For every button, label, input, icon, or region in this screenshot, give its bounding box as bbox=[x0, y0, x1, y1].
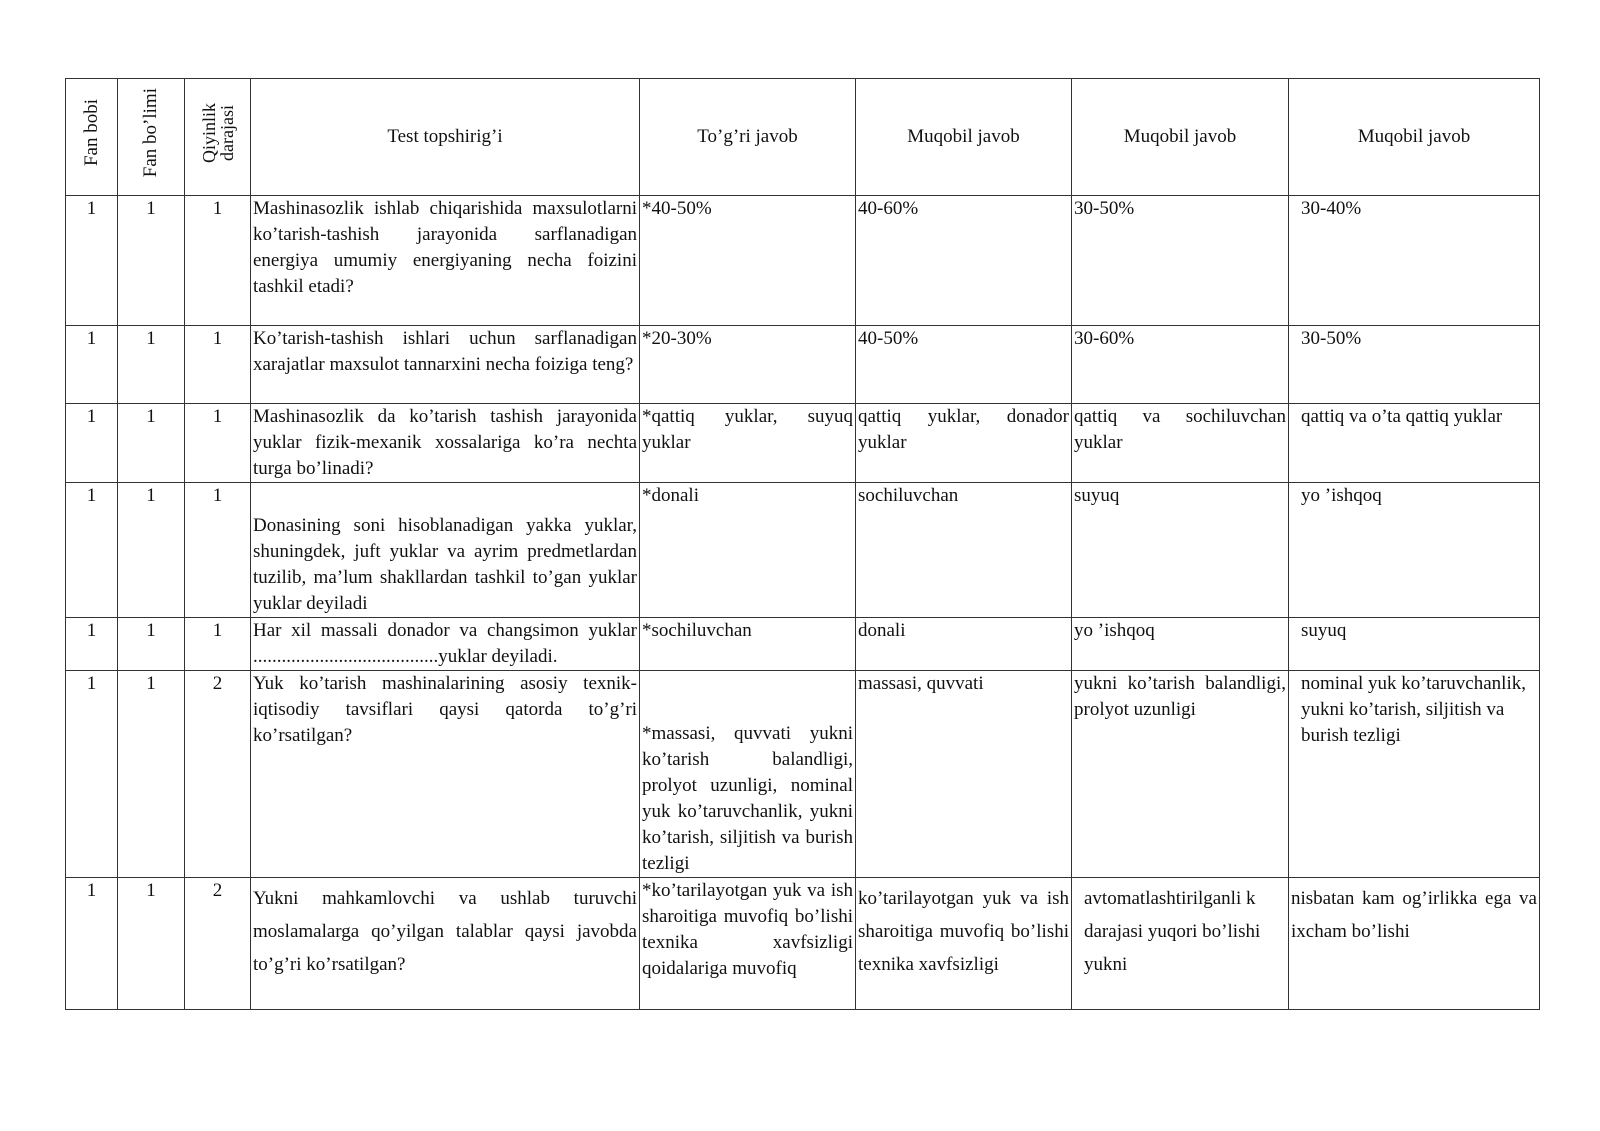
cell-fan-bobi: 1 bbox=[66, 878, 118, 1010]
header-test-topshirigi: Test topshirig’i bbox=[251, 79, 640, 196]
header-fan-bobi: Fan bobi bbox=[66, 79, 118, 196]
cell-muqobil-3: 30-40% bbox=[1289, 196, 1540, 326]
cell-fan-bolimi: 1 bbox=[118, 671, 185, 878]
cell-savol: Mashinasozlik ishlab chiqarishida maxsulotlarni ko’tarish-tashish jarayonida sarflanadigan energiya umumiy energiyaning necha foizini tashkil etadi? bbox=[251, 196, 640, 326]
cell-togri-javob: *ko’tarilayotgan yuk va ish sharoitiga muvofiq bo’lishi texnika xavfsizligi qoidalariga muvofiq bbox=[640, 878, 856, 1010]
cell-savol: Ko’tarish-tashish ishlari uchun sarflanadigan xarajatlar maxsulot tannarxini necha foiziga teng? bbox=[251, 326, 640, 404]
header-qiyinlik-darajasi bbox=[185, 79, 251, 196]
cell-fan-bolimi: 1 bbox=[118, 618, 185, 671]
cell-muqobil-2: avtomatlashtirilganli k darajasi yuqori bo’lishi yukni bbox=[1072, 878, 1289, 1010]
cell-fan-bobi: 1 bbox=[66, 196, 118, 326]
cell-muqobil-1: massasi, quvvati bbox=[856, 671, 1072, 878]
cell-qiyinlik: 2 bbox=[185, 878, 251, 1010]
header-muqobil-javob-2: Muqobil javob bbox=[1072, 79, 1289, 196]
cell-muqobil-2: 30-50% bbox=[1072, 196, 1289, 326]
cell-muqobil-3: yo ’ishqoq bbox=[1289, 483, 1540, 618]
header-togri-javob: To’g’ri javob bbox=[640, 79, 856, 196]
cell-savol: Yuk ko’tarish mashinalarining asosiy texnik-iqtisodiy tavsiflari qaysi qatorda to’g’ri ko’rsatilgan? bbox=[251, 671, 640, 878]
cell-muqobil-1: 40-60% bbox=[856, 196, 1072, 326]
cell-fan-bobi: 1 bbox=[66, 404, 118, 483]
cell-fan-bobi: 1 bbox=[66, 326, 118, 404]
header-row bbox=[66, 79, 1540, 196]
savol-text: Donasining soni hisoblanadigan yakka yuklar, shuningdek, juft yuklar va ayrim predmetlardan tuzilib, ma’lum shakllardan tashkil to’gan yuklar yuklar deyiladi bbox=[253, 515, 637, 614]
cell-fan-bolimi: 1 bbox=[118, 196, 185, 326]
cell-fan-bolimi: 1 bbox=[118, 878, 185, 1010]
cell-savol bbox=[251, 483, 640, 618]
cell-togri-javob: *donali bbox=[640, 483, 856, 618]
cell-savol: Har xil massali donador va changsimon yuklar .......................................yuklar deyiladi. bbox=[251, 618, 640, 671]
cell-qiyinlik: 1 bbox=[185, 483, 251, 618]
cell-togri-javob bbox=[640, 671, 856, 878]
cell-muqobil-3: nominal yuk ko’taruvchanlik, yukni ko’tarish, siljitish va burish tezligi bbox=[1289, 671, 1540, 878]
table-row bbox=[66, 618, 1540, 671]
table-row bbox=[66, 326, 1540, 404]
header-qiyinlik-line2: darajasi bbox=[216, 105, 237, 161]
table-row bbox=[66, 196, 1540, 326]
header-muqobil-javob-1: Muqobil javob bbox=[856, 79, 1072, 196]
cell-togri-javob: *qattiq yuklar, suyuq yuklar bbox=[640, 404, 856, 483]
cell-muqobil-1: qattiq yuklar, donador yuklar bbox=[856, 404, 1072, 483]
cell-muqobil-1: ko’tarilayotgan yuk va ish sharoitiga muvofiq bo’lishi texnika xavfsizligi bbox=[856, 878, 1072, 1010]
cell-fan-bobi: 1 bbox=[66, 618, 118, 671]
cell-savol: Yukni mahkamlovchi va ushlab turuvchi moslamalarga qo’yilgan talablar qaysi javobda to’g’ri ko’rsatilgan? bbox=[251, 878, 640, 1010]
header-muqobil-javob-3: Muqobil javob bbox=[1289, 79, 1540, 196]
cell-qiyinlik: 2 bbox=[185, 671, 251, 878]
cell-muqobil-2: yo ’ishqoq bbox=[1072, 618, 1289, 671]
cell-muqobil-2: 30-60% bbox=[1072, 326, 1289, 404]
cell-togri-javob: *sochiluvchan bbox=[640, 618, 856, 671]
cell-togri-javob: *20-30% bbox=[640, 326, 856, 404]
cell-qiyinlik: 1 bbox=[185, 196, 251, 326]
cell-muqobil-1: sochiluvchan bbox=[856, 483, 1072, 618]
table-row bbox=[66, 671, 1540, 878]
cell-muqobil-3: 30-50% bbox=[1289, 326, 1540, 404]
cell-muqobil-1: donali bbox=[856, 618, 1072, 671]
cell-qiyinlik: 1 bbox=[185, 326, 251, 404]
table-row bbox=[66, 404, 1540, 483]
cell-fan-bolimi: 1 bbox=[118, 326, 185, 404]
cell-qiyinlik: 1 bbox=[185, 618, 251, 671]
header-fan-bolimi: Fan bo’limi bbox=[118, 79, 185, 196]
header-qiyinlik-line1: Qiyinlik bbox=[198, 102, 219, 163]
test-table bbox=[65, 78, 1540, 1010]
cell-fan-bobi: 1 bbox=[66, 483, 118, 618]
cell-muqobil-2: yukni ko’tarish balandligi, prolyot uzunligi bbox=[1072, 671, 1289, 878]
cell-muqobil-1: 40-50% bbox=[856, 326, 1072, 404]
togri-javob-text: *massasi, quvvati yukni ko’tarish balandligi, prolyot uzunligi, nominal yuk ko’taruvchanlik, yukni ko’tarish, siljitish va burish tezligi bbox=[642, 723, 853, 874]
cell-muqobil-3: nisbatan kam og’irlikka ega va ixcham bo’lishi bbox=[1289, 878, 1540, 1010]
cell-togri-javob: *40-50% bbox=[640, 196, 856, 326]
table-row bbox=[66, 878, 1540, 1010]
cell-fan-bolimi: 1 bbox=[118, 483, 185, 618]
cell-savol: Mashinasozlik da ko’tarish tashish jarayonida yuklar fizik-mexanik xossalariga ko’ra nechta turga bo’linadi? bbox=[251, 404, 640, 483]
cell-muqobil-3: qattiq va o’ta qattiq yuklar bbox=[1289, 404, 1540, 483]
cell-muqobil-2: suyuq bbox=[1072, 483, 1289, 618]
cell-muqobil-2: qattiq va sochiluvchan yuklar bbox=[1072, 404, 1289, 483]
cell-fan-bobi: 1 bbox=[66, 671, 118, 878]
table-row bbox=[66, 483, 1540, 618]
cell-fan-bolimi: 1 bbox=[118, 404, 185, 483]
cell-qiyinlik: 1 bbox=[185, 404, 251, 483]
cell-muqobil-3: suyuq bbox=[1289, 618, 1540, 671]
